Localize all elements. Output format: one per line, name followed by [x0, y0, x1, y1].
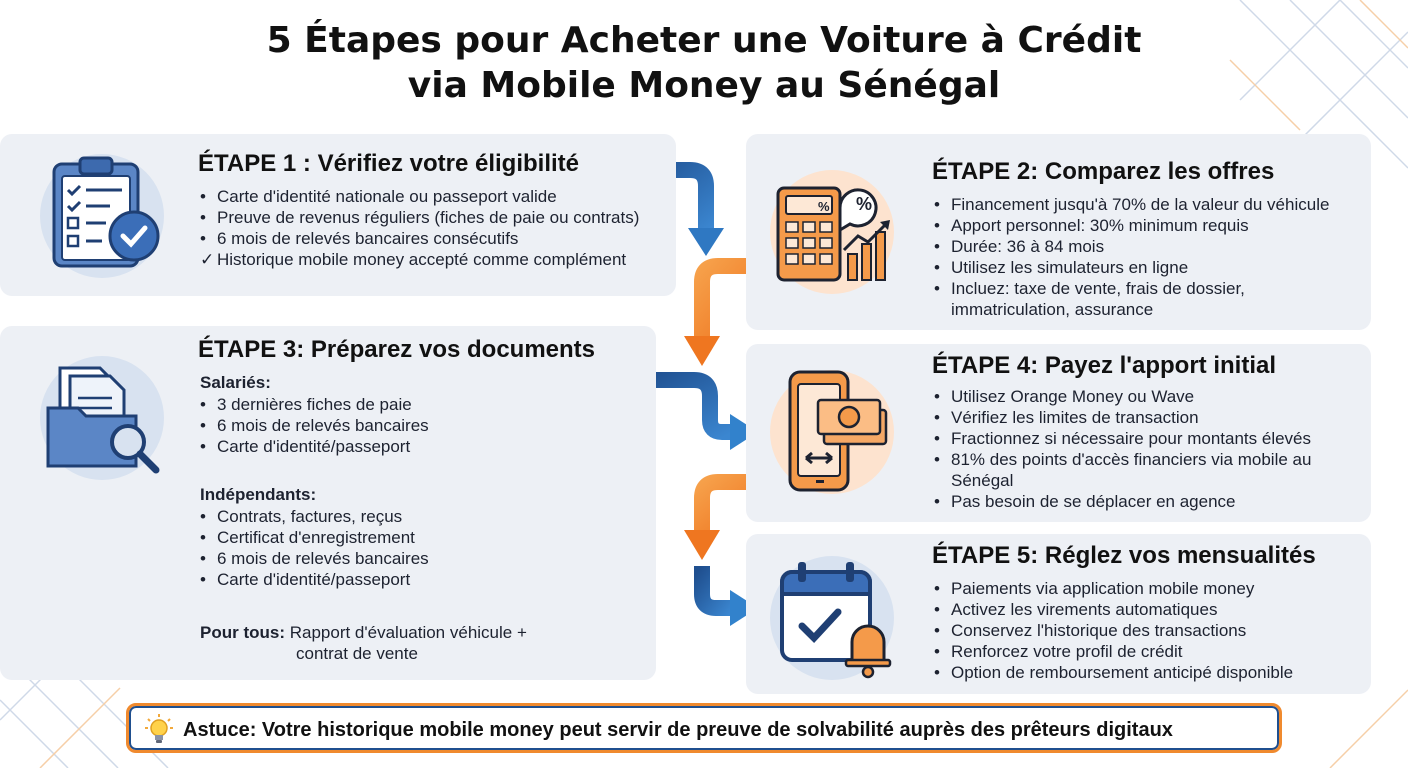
step-4-list [934, 386, 1311, 512]
pour-tous-label: Pour tous: [200, 623, 285, 642]
calendar-bell-icon [770, 556, 894, 680]
list-item: • Utilisez les simulateurs en ligne [934, 258, 1189, 277]
arrow-into-step5 [702, 566, 734, 608]
svg-text:%: % [818, 199, 830, 214]
step-2-card [746, 134, 1371, 330]
list-item: • Carte d'identité nationale ou passeport valide [200, 187, 557, 206]
list-item: • Financement jusqu'à 70% de la valeur du véhicule [934, 195, 1330, 214]
list-item: • Incluez: taxe de vente, frais de dossier, [934, 279, 1245, 298]
lightbulb-icon [145, 714, 173, 744]
pour-tous-line-2: contrat de vente [296, 644, 418, 663]
step-4-card [746, 344, 1371, 522]
list-item: • Option de remboursement anticipé disponible [934, 663, 1294, 682]
list-item: • Contrats, factures, reçus [200, 507, 403, 526]
list-item: • Pas besoin de se déplacer en agence [934, 492, 1236, 511]
step-2-heading: ÉTAPE 2: Comparez les offres [932, 158, 1275, 185]
step-3-heading: ÉTAPE 3: Préparez vos documents [198, 336, 596, 363]
list-item: • 6 mois de relevés bancaires consécutifs [200, 229, 519, 248]
step-3-card [0, 326, 656, 680]
page-title [0, 18, 1408, 108]
step-2-list [934, 194, 1329, 320]
list-item: • Conservez l'historique des transactions [934, 621, 1247, 640]
list-item: • Carte d'identité/passeport [200, 437, 411, 456]
pour-tous-block [200, 622, 527, 664]
list-item: • Preuve de revenus réguliers (fiches de paie ou contrats) [200, 208, 640, 227]
list-item: Sénégal [951, 471, 1014, 490]
calculator-chart-icon [770, 170, 894, 294]
independants-label: Indépendants: [200, 485, 317, 504]
list-item: • Durée: 36 à 84 mois [934, 237, 1105, 256]
list-item: • Fractionnez si nécessaire pour montants élevés [934, 429, 1312, 448]
list-item: • Activez les virements automatiques [934, 600, 1218, 619]
independants-list [200, 506, 429, 590]
tip-banner [126, 703, 1282, 753]
title-line-2: via Mobile Money au Sénégal [407, 65, 1001, 106]
title-line-1: 5 Étapes pour Acheter une Voiture à Crédit [266, 20, 1142, 61]
salaries-list [200, 394, 429, 457]
list-item: • Utilisez Orange Money ou Wave [934, 387, 1195, 406]
tip-text: Astuce: Votre historique mobile money peut servir de preuve de solvabilité auprès des prêteurs digitaux [183, 719, 1173, 741]
step-1-card [0, 134, 676, 296]
list-item: • Paiements via application mobile money [934, 579, 1255, 598]
step-1-list [200, 186, 639, 270]
clipboard-checklist-icon [40, 154, 164, 278]
folder-search-icon [40, 356, 164, 480]
step-5-heading: ÉTAPE 5: Réglez vos mensualités [932, 542, 1316, 569]
list-item: • 6 mois de relevés bancaires [200, 416, 429, 435]
list-item: • 3 dernières fiches de paie [200, 395, 412, 414]
list-item: immatriculation, assurance [951, 300, 1154, 319]
step-5-list [934, 578, 1293, 683]
step-1-heading: ÉTAPE 1 : Vérifiez votre éligibilité [198, 150, 579, 177]
list-item: • Vérifiez les limites de transaction [934, 408, 1199, 427]
phone-money-icon [770, 370, 894, 494]
list-item: ✓ Historique mobile money accepté comme complément [200, 250, 627, 269]
pour-tous-line-1: Rapport d'évaluation véhicule + [289, 623, 527, 642]
step-4-heading: ÉTAPE 4: Payez l'apport initial [932, 352, 1277, 379]
list-item: • 6 mois de relevés bancaires [200, 549, 429, 568]
svg-text:%: % [856, 194, 873, 214]
list-item: • Carte d'identité/passeport [200, 570, 411, 589]
list-item: • Certificat d'enregistrement [200, 528, 415, 547]
list-item: • 81% des points d'accès financiers via mobile au [934, 450, 1312, 469]
salaries-label: Salariés: [200, 373, 271, 392]
step-5-card [746, 534, 1371, 694]
list-item: • Renforcez votre profil de crédit [934, 642, 1183, 661]
list-item: • Apport personnel: 30% minimum requis [934, 216, 1249, 235]
